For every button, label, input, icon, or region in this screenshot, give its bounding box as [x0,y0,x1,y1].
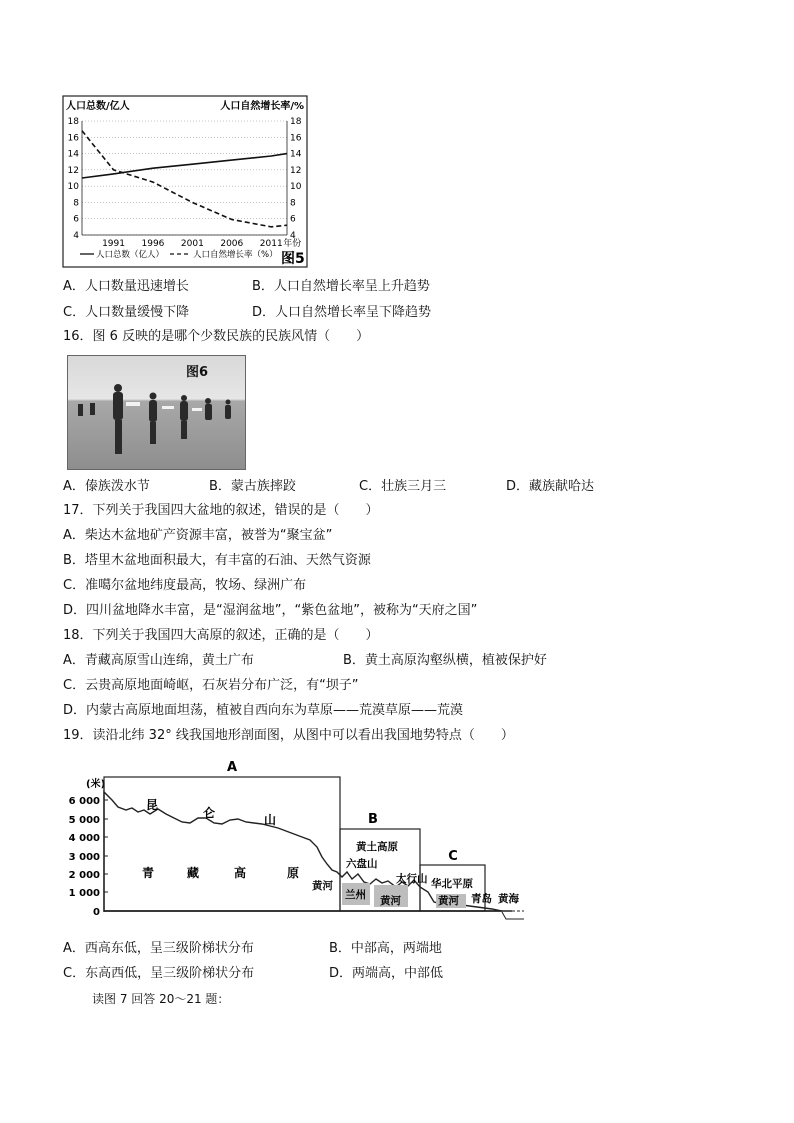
y-tick-3000: 3 000 [68,852,100,863]
label-liupan-shan: 六盘山 [346,858,378,870]
right-axis-title: 人口自然增长率/% [220,101,304,112]
left-y-tick-4: 4 [73,231,79,241]
label-huabei-plain: 华北平原 [431,878,473,890]
right-y-tick-8: 8 [290,198,296,209]
label-huanghe-3: 黄河 [438,895,459,907]
q18-option-b[interactable]: B．黄土高原沟壑纵横，植被保护好 [343,653,547,668]
q17-option-b[interactable]: B．塔里木盆地面积最大，有丰富的石油、天然气资源 [63,553,371,568]
right-y-tick-16: 16 [290,133,302,144]
x-tick-1991: 1991 [102,239,125,249]
y-tick-1000: 1 000 [68,888,100,899]
right-y-tick-4: 4 [290,231,296,241]
q19-option-c[interactable]: C．东高西低，呈三级阶梯状分布 [63,966,255,981]
legend-dashed-label: 人口自然增长率（%） [193,250,278,260]
label-huanghe-1: 黄河 [312,880,333,892]
label-yuan: 原 [287,866,300,880]
left-y-tick-12: 12 [67,165,79,176]
right-y-tick-14: 14 [290,149,302,160]
left-y-tick-6: 6 [73,214,79,225]
x-tick-2011: 2011 [259,239,283,249]
label-qingdao: 青岛 [471,893,492,905]
label-kun: 昆 [146,798,159,812]
q15-option-b[interactable]: B．人口自然增长率呈上升趋势 [252,279,430,294]
q19-option-d[interactable]: D．两端高，中部低 [329,966,444,981]
step-a-box [104,777,340,911]
left-y-tick-10: 10 [67,182,79,193]
q16-option-d[interactable]: D．藏族献哈达 [506,479,595,494]
q17-stem: 17．下列关于我国四大盆地的叙述，错误的是（ ） [63,503,379,518]
profile-unit: (米) [86,779,106,790]
q18-option-a[interactable]: A．青藏高原雪山连绵，黄土广布 [63,653,254,668]
step-c-label: C [448,849,458,864]
label-shan: 山 [264,813,277,827]
q17-option-a[interactable]: A．柴达木盆地矿产资源丰富，被誉为“聚宝盆” [63,528,333,543]
q17-option-d[interactable]: D．四川盆地降水丰富，是“湿润盆地”，“紫色盆地”，被称为“天府之国” [63,603,478,618]
legend-solid-label: 人口总数（亿人） [96,250,165,260]
reading-instruction: 读图 7 回答 20～21 题： [92,992,230,1006]
right-y-tick-12: 12 [290,165,302,176]
x-tick-1996: 1996 [141,239,165,249]
figure-5-label: 图5 [281,251,305,267]
left-y-tick-14: 14 [67,149,79,160]
q15-option-a[interactable]: A．人口数量迅速增长 [63,279,189,294]
q16-option-a[interactable]: A．傣族泼水节 [63,479,150,494]
label-lun: 仑 [203,806,216,820]
q16-stem: 16．图 6 反映的是哪个少数民族的民族风情（ ） [63,329,370,344]
label-loess-plateau: 黄土高原 [356,841,398,853]
terrain-profile-chart [62,752,528,927]
right-y-tick-10: 10 [290,182,302,193]
label-huanghe-2: 黄河 [380,895,401,907]
label-zang: 藏 [187,866,200,880]
q16-option-c[interactable]: C．壮族三月三 [359,479,447,494]
label-huanghai: 黄海 [498,893,519,905]
right-y-tick-6: 6 [290,214,296,225]
left-y-tick-18: 18 [67,117,79,127]
right-y-tick-18: 18 [290,117,302,127]
step-b-label: B [368,812,378,827]
x-tick-2006: 2006 [220,239,244,249]
label-lanzhou: 兰州 [345,889,366,901]
q19-option-a[interactable]: A．西高东低，呈三级阶梯状分布 [63,941,254,956]
q19-stem: 19．读沿北纬 32° 线我国地形剖面图，从图中可以看出我国地势特点（ ） [63,728,514,743]
q16-option-b[interactable]: B．蒙古族摔跤 [209,479,296,494]
terrain-profile-line [104,792,502,911]
q15-option-d[interactable]: D．人口自然增长率呈下降趋势 [252,305,432,320]
y-tick-6000: 6 000 [68,796,100,807]
q17-option-c[interactable]: C．准噶尔盆地纬度最高，牧场、绿洲广布 [63,578,307,593]
figure-6-label: 图6 [186,365,209,380]
q18-option-d[interactable]: D．内蒙古高原地面坦荡，植被自西向东为草原——荒漠草原——荒漠 [63,703,464,718]
x-tick-2001: 2001 [180,239,204,249]
left-y-tick-16: 16 [67,133,79,144]
step-a-label: A [226,760,238,775]
dancers-illustration [68,356,245,469]
label-gao: 高 [234,866,247,880]
y-tick-4000: 4 000 [68,833,100,844]
figure-6-photo [67,355,246,470]
y-tick-5000: 5 000 [68,815,100,826]
label-taihang-shan: 太行山 [396,873,428,885]
left-y-tick-8: 8 [73,198,79,209]
left-axis-title: 人口总数/亿人 [66,101,130,112]
figure-5-chart [62,95,308,268]
y-tick-0: 0 [93,907,100,918]
q18-option-c[interactable]: C．云贵高原地面崎岖，石灰岩分布广泛，有“坝子” [63,678,359,693]
q15-option-c[interactable]: C．人口数量缓慢下降 [63,305,190,320]
q19-option-b[interactable]: B．中部高，两端地 [329,941,442,956]
label-qing: 青 [142,866,155,880]
y-tick-2000: 2 000 [68,870,100,881]
q18-stem: 18．下列关于我国四大高原的叙述，正确的是（ ） [63,628,379,643]
seabed-line [502,912,524,919]
x-unit-label: 年份 [283,239,302,249]
